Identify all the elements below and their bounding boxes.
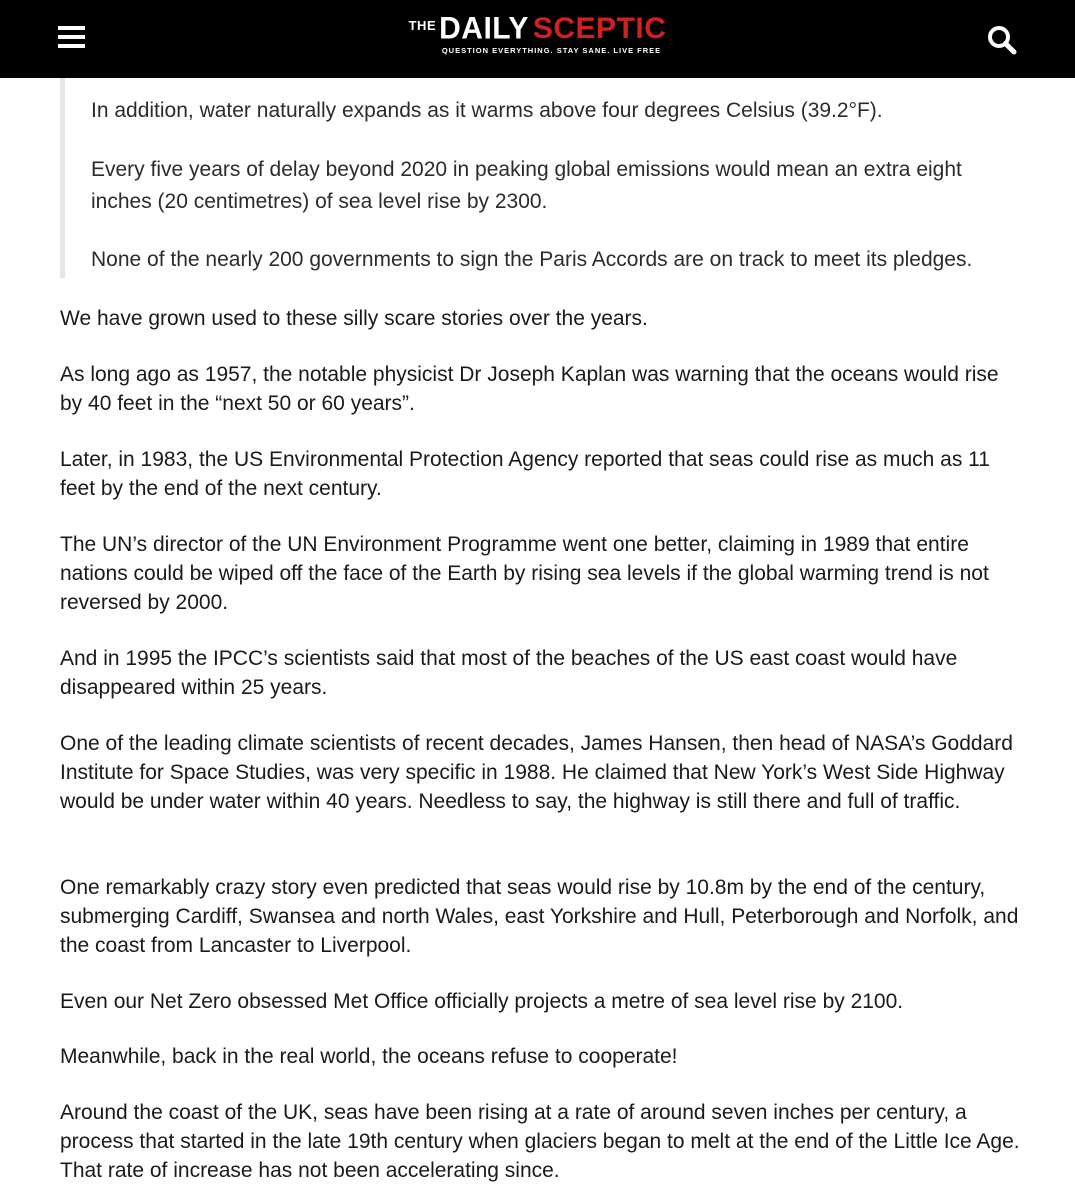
- article-paragraph: Around the coast of the UK, seas have been rising at a rate of around seven inches per century, a process that started in the late 19th century when glaciers began to melt at the end of the Little Ice Age. That rate of increase has not been accelerating since.: [60, 1101, 1020, 1182]
- site-logo[interactable]: [0, 11, 1075, 64]
- logo-the: THE: [408, 18, 437, 33]
- blockquote-paragraph: Every five years of delay beyond 2020 in peaking global emissions would mean an extra eight inches (20 centimetres) of sea level rise by 2300.: [91, 158, 962, 213]
- article-paragraph: The UN’s director of the UN Environment Programme went one better, claiming in 1989 that entire nations could be wiped off the face of the Earth by rising sea levels if the global warming trend is not reversed by 2000.: [60, 533, 989, 614]
- article-paragraph: And in 1995 the IPCC’s scientists said that most of the beaches of the US east coast would have disappeared within 25 years.: [60, 647, 958, 699]
- article-paragraph: One of the leading climate scientists of recent decades, James Hansen, then head of NASA’s Goddard Institute for Space Studies, was very specific in 1988. He claimed that New York’s West Side Highway would be under water within 40 years. Needless to say, the highway is still there and full of traffic.: [60, 732, 1013, 813]
- blockquote-paragraph: None of the nearly 200 governments to sign the Paris Accords are on track to meet its pledges.: [91, 248, 973, 271]
- article-paragraph: Even our Net Zero obsessed Met Office officially projects a metre of sea level rise by 2100.: [60, 990, 904, 1013]
- blockquote: [60, 78, 1020, 278]
- article-paragraph: We have grown used to these silly scare stories over the years.: [60, 307, 648, 330]
- logo-sceptic: SCEPTIC: [532, 12, 667, 45]
- site-header: [0, 0, 1075, 78]
- article-paragraph: Meanwhile, back in the real world, the oceans refuse to cooperate!: [60, 1045, 678, 1068]
- search-icon[interactable]: [986, 24, 1018, 56]
- logo-wordmark: [408, 11, 667, 55]
- search-icon-graphic: [986, 24, 1018, 56]
- logo-tagline: QUESTION EVERYTHING. STAY SANE. LIVE FREE: [441, 46, 662, 55]
- logo-daily: DAILY: [439, 11, 529, 46]
- blockquote-paragraph: In addition, water naturally expands as it warms above four degrees Celsius (39.2°F).: [91, 99, 883, 122]
- article-paragraph: Later, in 1983, the US Environmental Protection Agency reported that seas could rise as much as 11 feet by the end of the next century.: [60, 448, 990, 500]
- article-paragraph: As long ago as 1957, the notable physicist Dr Joseph Kaplan was warning that the oceans would rise by 40 feet in the “next 50 or 60 years”.: [60, 363, 999, 415]
- article-paragraph: One remarkably crazy story even predicted that seas would rise by 10.8m by the end of the century, submerging Cardiff, Swansea and north Wales, east Yorkshire and Hull, Peterborough and Norfolk, and the coast from Lancaster to Liverpool.: [60, 876, 1019, 957]
